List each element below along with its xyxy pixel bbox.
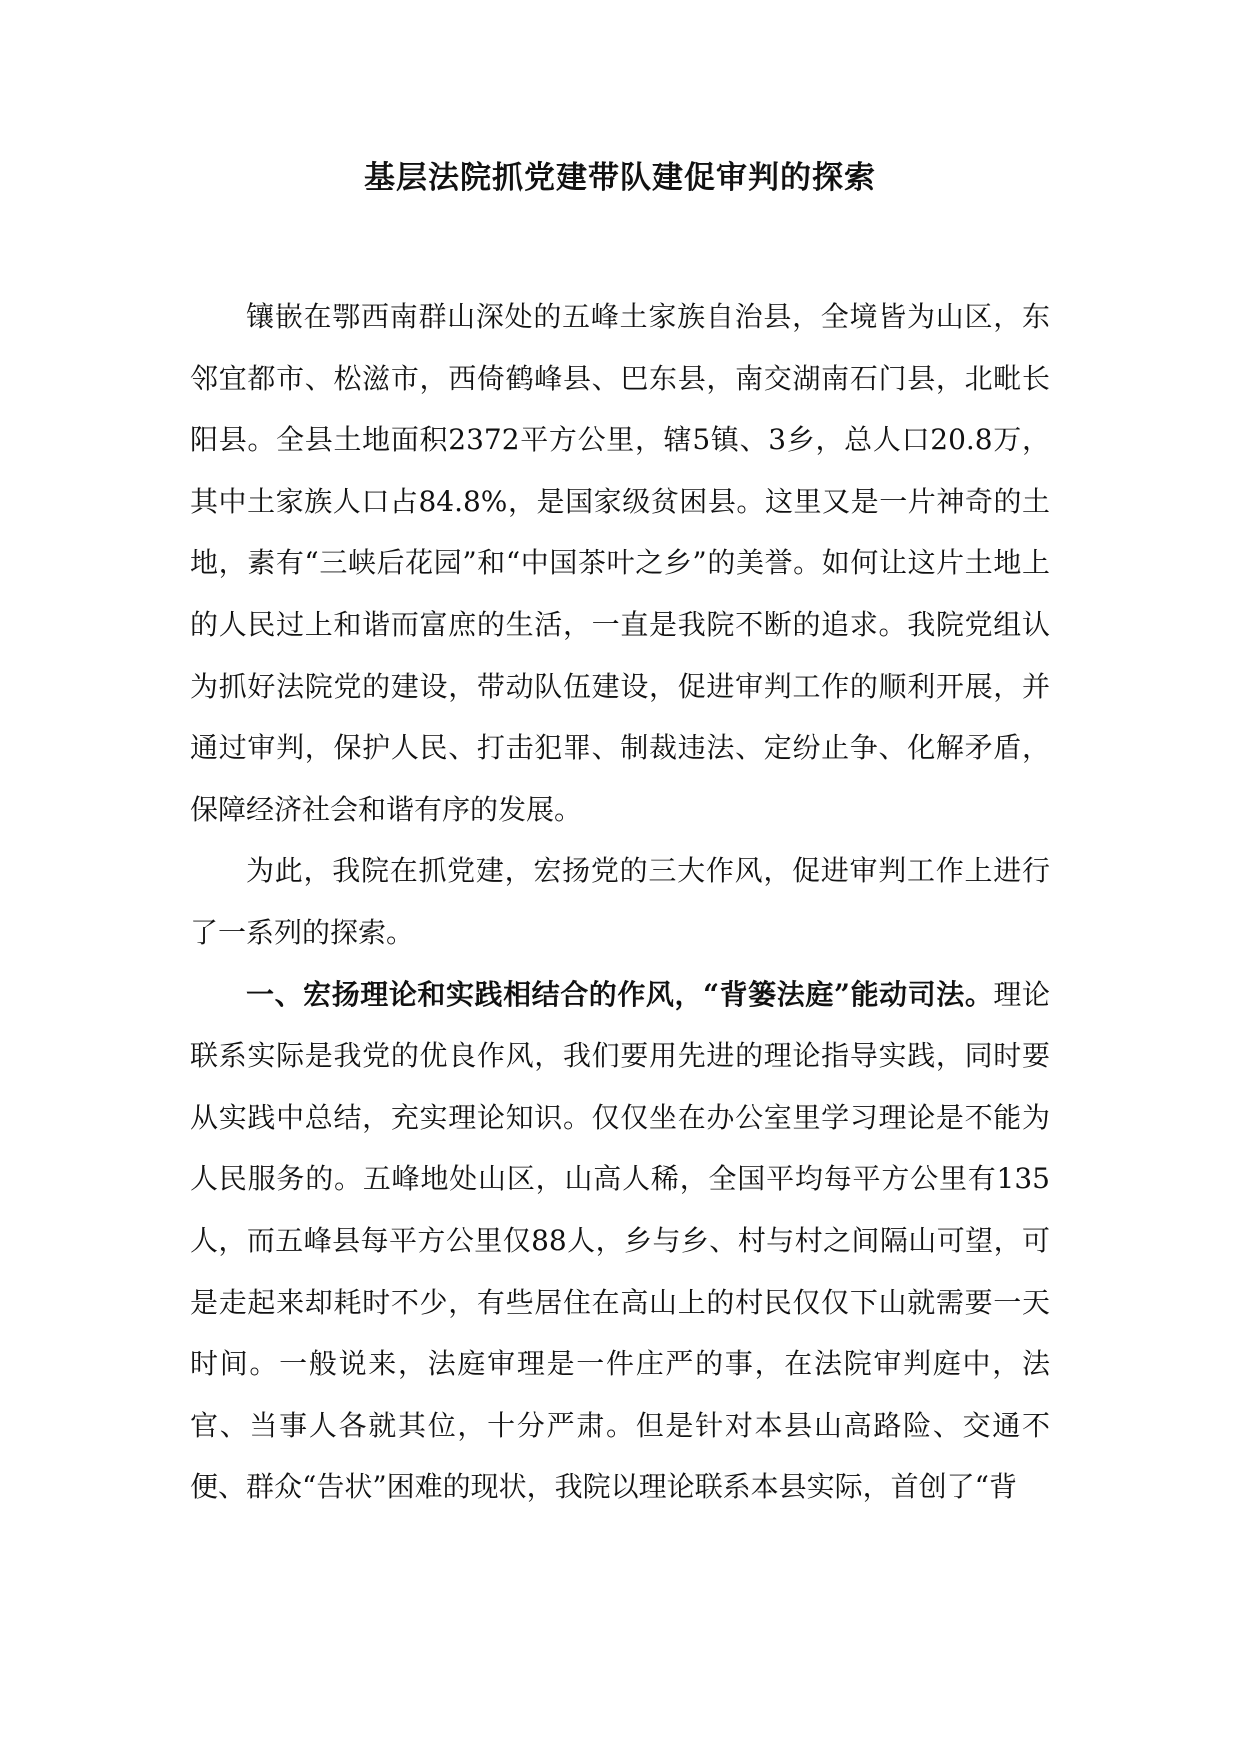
paragraph-text: 理论联系实际是我党的优良作风，我们要用先进的理论指导实践，同时要从实践中总结，充实理论知识。仅仅坐在办公室里学习理论是不能为人民服务的。五峰地处山区，山高人稀，全国平均每平方公里有135人，而五峰县每平方公里仅88人，乡与乡、村与村之间隔山可望，可是走起来却耗时不少，有些居住在高山上的村民仅仅下山就需要一天时间。一般说来，法庭审理是一件庄严的事，在法院审判庭中，法官、当事人各就其位，十分严肃。但是针对本县山高路险、交通不便、群众“告状”困难的现状，我院以理论联系本县实际，首创了“背 [190, 977, 1050, 1504]
paragraph-section-one [190, 964, 1050, 1518]
paragraph-transition [190, 840, 1050, 963]
document-title: 基层法院抓党建带队建促审判的探索 [364, 160, 876, 196]
paragraph-intro [190, 286, 1050, 840]
section-heading: 一、宏扬理论和实践相结合的作风，“背篓法庭”能动司法。 [246, 977, 994, 1011]
paragraph-text: 为此，我院在抓党建，宏扬党的三大作风，促进审判工作上进行了一系列的探索。 [190, 854, 1050, 949]
paragraph-text: 镶嵌在鄂西南群山深处的五峰土家族自治县，全境皆为山区，东邻宜都市、松滋市，西倚鹤峰县、巴东县，南交湖南石门县，北毗长阳县。全县土地面积2372平方公里，辖5镇、3乡，总人口20.8万，其中土家族人口占84.8%，是国家级贫困县。这里又是一片神奇的土地，素有“三峡后花园”和“中国茶叶之乡”的美誉。如何让这片土地上的人民过上和谐而富庶的生活，一直是我院不断的追求。我院党组认为抓好法院党的建设，带动队伍建设，促进审判工作的顺利开展，并通过审判，保护人民、打击犯罪、制裁违法、定纷止争、化解矛盾，保障经济社会和谐有序的发展。 [190, 300, 1050, 826]
document-body [190, 286, 1050, 1518]
